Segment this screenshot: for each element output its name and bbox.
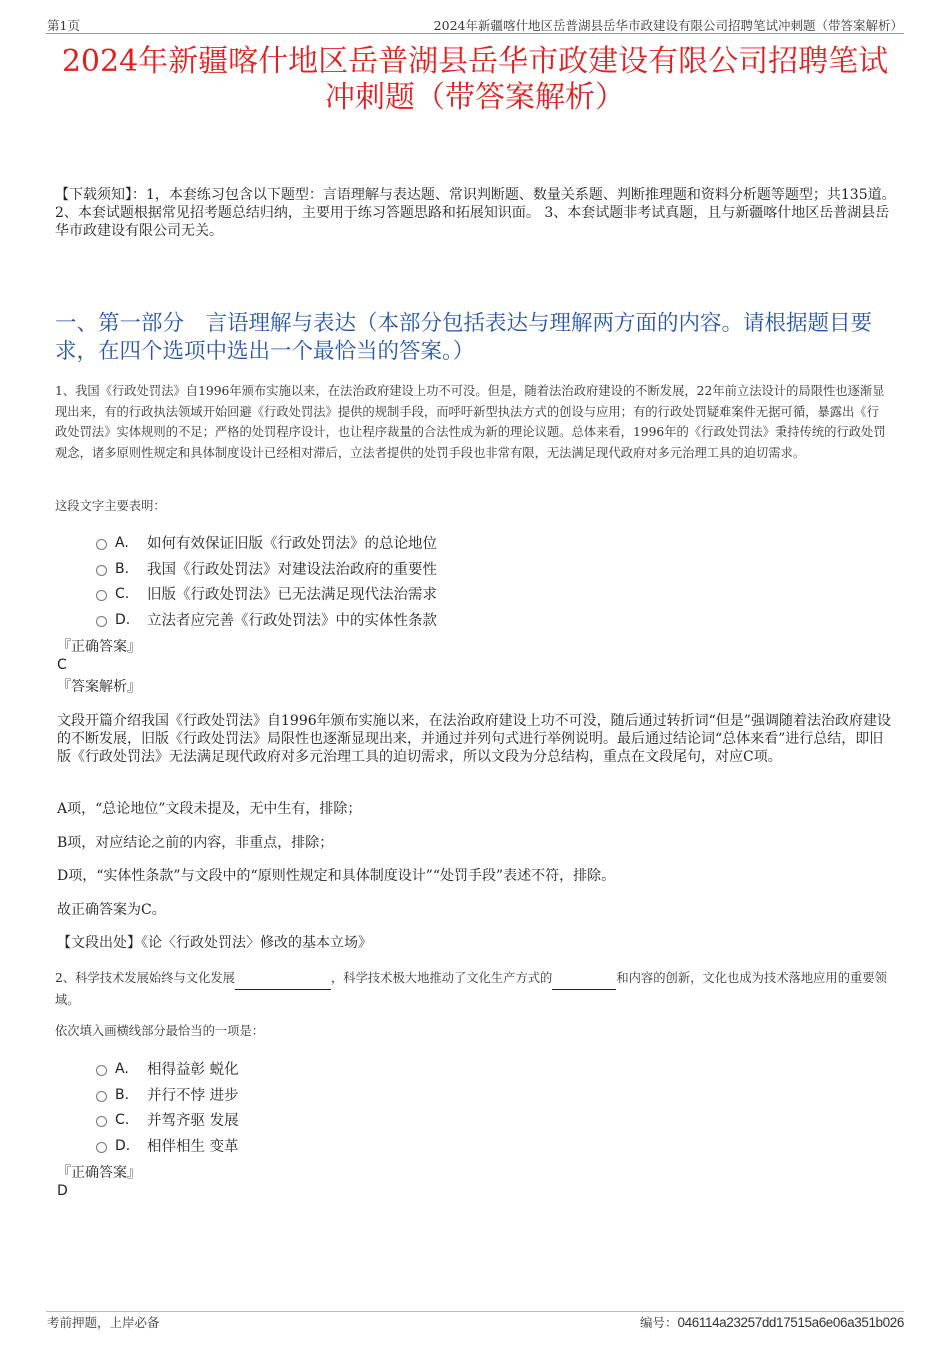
stem-part: 2、科学技术发展始终与文化发展 (55, 971, 235, 985)
option-text: 旧版《行政处罚法》已无法满足现代法治需求 (147, 587, 437, 603)
analysis-text: 文段开篇介绍我国《行政处罚法》自1996年颁布实施以来，在法治政府建设上功不可没，随后通过转折词“但是”强调随着法治政府建设的不断发展，旧版《行政处罚法》局限性也逐渐显现出来，并通过并列句式进行举例说明。最后通过结论词“总体来看”进行总结，即旧版《行政处罚法》无法满足现代政府对多元治理工具的迫切需求，所以文段为分总结构，重点在文段尾句，对应C项。 (57, 713, 891, 765)
option-text: 我国《行政处罚法》对建设法治政府的重要性 (147, 562, 437, 578)
stem-part: 和内容的创新，文化也成为技术落地应用的重要领域。 (55, 971, 887, 1007)
footer-rule (46, 1311, 904, 1312)
header-rule (46, 33, 904, 34)
analysis-a: A项，“总论地位”文段未提及，无中生有，排除； (57, 801, 362, 817)
option-label: C. (115, 1111, 130, 1128)
radio-icon[interactable] (96, 616, 107, 627)
option-label: D. (115, 1137, 131, 1154)
option-c[interactable] (96, 583, 437, 604)
conclusion: 故正确答案为C。 (57, 902, 166, 918)
analysis-label: 『答案解析』 (57, 679, 141, 695)
option-label: A. (115, 1060, 129, 1077)
option-b[interactable] (96, 1084, 239, 1105)
page-number: 第1页 (47, 18, 80, 33)
option-text: 立法者应完善《行政处罚法》中的实体性条款 (147, 613, 437, 629)
document-title (50, 44, 900, 116)
option-text: 相得益彰 蜕化 (147, 1062, 239, 1078)
radio-icon[interactable] (96, 565, 107, 576)
option-label: B. (115, 560, 130, 577)
option-d[interactable] (96, 609, 437, 630)
option-label: C. (115, 585, 130, 602)
source: 【文段出处】《论〈行政处罚法〉修改的基本立场》 (57, 935, 372, 951)
radio-icon[interactable] (96, 1142, 107, 1153)
option-a[interactable] (96, 532, 437, 553)
blank-1 (235, 968, 331, 990)
option-label: A. (115, 534, 129, 551)
section-heading: 一、第一部分 言语理解与表达（本部分包括表达与理解两方面的内容。请根据题目要求，在四个选项中选出一个最恰当的答案。） (55, 311, 873, 364)
download-notice: 【下载须知】：1，本套练习包含以下题型：言语理解与表达题、常识判断题、数量关系题、判断推理题和资料分析题等题型；共135道。 2、本套试题根据常见招考题总结归纳，主要用于练习答题思路和拓展知识面。 3、本套试题非考试真题，且与新疆喀什地区岳普湖县岳华市政建设有限公司无关。 (55, 187, 896, 239)
blank-2 (552, 968, 616, 990)
question-1-prompt: 这段文字主要表明： (55, 499, 166, 513)
radio-icon[interactable] (96, 1116, 107, 1127)
analysis-b: B项，对应结论之前的内容，非重点，排除； (57, 835, 334, 851)
document-code (640, 1313, 904, 1331)
option-d[interactable] (96, 1135, 239, 1156)
radio-icon[interactable] (96, 1091, 107, 1102)
option-text: 并驾齐驱 发展 (147, 1113, 239, 1129)
radio-icon[interactable] (96, 1065, 107, 1076)
running-header: 2024年新疆喀什地区岳普湖县岳华市政建设有限公司招聘笔试冲刺题（带答案解析） (433, 18, 903, 33)
title-line: 2024年新疆喀什地区岳普湖县岳华市政建设有限公司招聘笔试 (61, 44, 889, 79)
option-label: D. (115, 611, 131, 628)
question-1-stem: 1、我国《行政处罚法》自1996年颁布实施以来，在法治政府建设上功不可没。但是，随着法治政府建设的不断发展，22年前立法设计的局限性也逐渐显现出来，有的行政执法领域开始回避《行政处罚法》提供的规制手段，而呼吁新型执法方式的创设与应用；有的行政处罚疑难案件无据可循，暴露出《行政处罚法》实体规则的不足；严格的处罚程序设计，也让程序裁量的合法性成为新的理论议题。总体来看，1996年的《行政处罚法》秉持传统的行政处罚观念，诸多原则性规定和具体制度设计已经相对滞后，立法者提供的处罚手段也非常有限，无法满足现代政府对多元治理工具的迫切需求。 (55, 384, 886, 460)
option-b[interactable] (96, 558, 437, 579)
answer-label: 『正确答案』 (57, 639, 141, 655)
question-2-stem (55, 968, 895, 1010)
answer-label: 『正确答案』 (57, 1165, 141, 1181)
stem-part: ，科学技术极大地推动了文化生产方式的 (330, 971, 553, 985)
option-c[interactable] (96, 1109, 239, 1130)
option-text: 并行不悖 进步 (147, 1088, 239, 1104)
option-label: B. (115, 1086, 130, 1103)
footer-slogan: 考前押题，上岸必备 (47, 1315, 160, 1330)
option-text: 如何有效保证旧版《行政处罚法》的总论地位 (147, 536, 437, 552)
code-label: 编号： (640, 1315, 678, 1330)
option-a[interactable] (96, 1058, 239, 1079)
title-line: 冲刺题（带答案解析） (325, 80, 625, 115)
analysis-d: D项，“实体性条款”与文段中的“原则性规定和具体制度设计”“处罚手段”表述不符，排除。 (57, 868, 616, 884)
radio-icon[interactable] (96, 539, 107, 550)
radio-icon[interactable] (96, 590, 107, 601)
correct-answer: D (57, 1183, 68, 1199)
question-2-prompt: 依次填入画横线部分最恰当的一项是： (55, 1024, 265, 1038)
code-value: 046114a23257dd17515a6e06a351b026 (677, 1315, 904, 1330)
option-text: 相伴相生 变革 (147, 1139, 239, 1155)
correct-answer: C (57, 657, 67, 673)
